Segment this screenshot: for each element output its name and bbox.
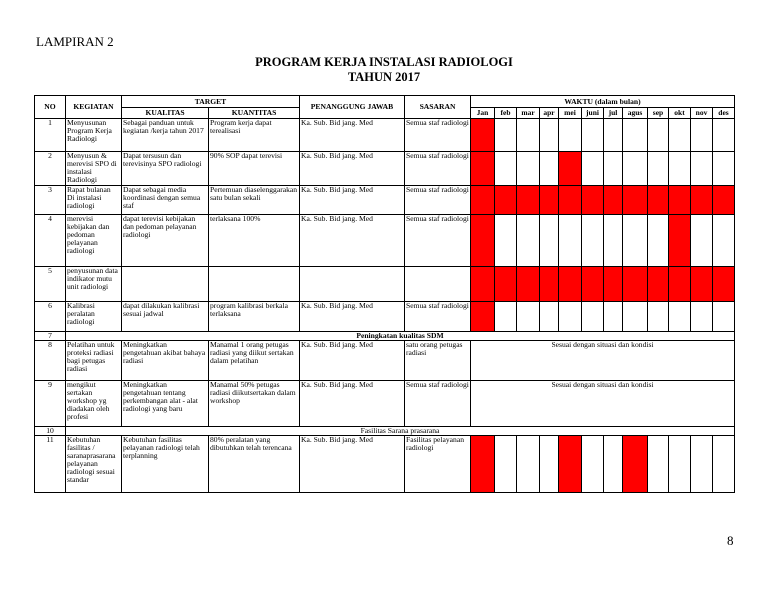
page-number: 8: [727, 533, 734, 548]
month-cell-scheduled: [582, 186, 604, 215]
month-cell-scheduled: [559, 267, 582, 302]
month-cell-scheduled: [604, 186, 623, 215]
month-cell-scheduled: [517, 186, 540, 215]
month-cell: [648, 215, 669, 267]
month-cell-scheduled: [471, 302, 495, 332]
month-cell-scheduled: [713, 186, 735, 215]
table-row: [35, 436, 735, 493]
month-cell: [691, 436, 713, 493]
month-cell-scheduled: [691, 267, 713, 302]
month-cell: [669, 152, 691, 186]
header-target: TARGET: [122, 96, 300, 108]
penanggung-jawab-cell: Ka. Sub. Bid jang. Med: [300, 436, 405, 493]
kuantitas-cell: Pertemuan diaselenggarakan satu bulan sekali: [209, 186, 300, 215]
month-cell: [582, 152, 604, 186]
month-cell: [582, 119, 604, 152]
row-number: 1: [35, 119, 66, 152]
month-cell: [691, 215, 713, 267]
month-cell: [604, 152, 623, 186]
header-no: NO: [35, 96, 66, 119]
month-header: des: [713, 108, 735, 119]
month-cell-scheduled: [540, 186, 559, 215]
month-cell: [540, 436, 559, 493]
kualitas-cell: Kebutuhan fasilitas pelayanan radiologi telah terplanning: [122, 436, 209, 493]
month-cell-scheduled: [495, 267, 517, 302]
month-header: okt: [669, 108, 691, 119]
kuantitas-cell: Manamal 50% petugas radiasi diikutsertakan dalam workshop: [209, 381, 300, 427]
penanggung-jawab-cell: Ka. Sub. Bid jang. Med: [300, 186, 405, 215]
month-cell: [582, 436, 604, 493]
row-number: 9: [35, 381, 66, 427]
penanggung-jawab-cell: Ka. Sub. Bid jang. Med: [300, 152, 405, 186]
month-cell-scheduled: [604, 267, 623, 302]
month-header: mei: [559, 108, 582, 119]
kegiatan-cell: Kalibrasi peralatan radiologi: [66, 302, 122, 332]
month-cell-scheduled: [471, 186, 495, 215]
table-row: [35, 186, 735, 215]
table-row: [35, 152, 735, 186]
month-cell: [669, 302, 691, 332]
kualitas-cell: Dapat sebagai media koordinasi dengan semua staf: [122, 186, 209, 215]
month-cell: [559, 215, 582, 267]
month-cell: [559, 302, 582, 332]
table-row: [35, 341, 735, 381]
kualitas-cell: dapat terevisi kebijakan dan pedoman pelayanan radiologi: [122, 215, 209, 267]
sasaran-cell: Semua staf radiologi: [405, 215, 471, 267]
header-sasaran: SASARAN: [405, 96, 471, 119]
month-cell: [623, 215, 648, 267]
month-cell: [648, 152, 669, 186]
kegiatan-cell: merevisi kebijakan dan pedoman pelayanan radiologi: [66, 215, 122, 267]
month-cell: [669, 119, 691, 152]
month-cell: [691, 119, 713, 152]
kegiatan-cell: penyusunan data indikator mutu unit radiologi: [66, 267, 122, 302]
month-cell-scheduled: [471, 267, 495, 302]
sasaran-cell: Fasilitas pelayanan radiologi: [405, 436, 471, 493]
month-cell: [517, 302, 540, 332]
kuantitas-cell: program kalibrasi berkala terlaksana: [209, 302, 300, 332]
sasaran-cell: satu orang petugas radiasi: [405, 341, 471, 381]
kualitas-cell: [122, 267, 209, 302]
penanggung-jawab-cell: Ka. Sub. Bid jang. Med: [300, 119, 405, 152]
kegiatan-cell: Menyusun & merevisi SPO di instalasi Radiologi: [66, 152, 122, 186]
month-cell-scheduled: [648, 267, 669, 302]
month-cell: [495, 302, 517, 332]
month-cell: [604, 215, 623, 267]
header-penanggung-jawab: PENANGGUNG JAWAB: [300, 96, 405, 119]
month-cell-scheduled: [691, 186, 713, 215]
month-cell-scheduled: [623, 436, 648, 493]
month-cell: [517, 119, 540, 152]
row-number: 3: [35, 186, 66, 215]
kualitas-cell: Meningkatkan pengetahuan akibat bahaya radiasi: [122, 341, 209, 381]
table-row: [35, 215, 735, 267]
month-header: apr: [540, 108, 559, 119]
month-cell: [517, 436, 540, 493]
month-header: sep: [648, 108, 669, 119]
month-header: agus: [623, 108, 648, 119]
kegiatan-cell: Rapat bulanan Di instalasi radiologi: [66, 186, 122, 215]
month-cell-scheduled: [559, 436, 582, 493]
row-number: 4: [35, 215, 66, 267]
sasaran-cell: Semua staf radiologi: [405, 381, 471, 427]
sasaran-cell: Semua staf radiologi: [405, 119, 471, 152]
row-number: 10: [35, 427, 66, 436]
month-cell-scheduled: [471, 436, 495, 493]
kegiatan-cell: Kebutuhan fasilitas / saranaprasarana pelayanan radiologi sesuai standar: [66, 436, 122, 493]
month-cell-scheduled: [559, 152, 582, 186]
penanggung-jawab-cell: Ka. Sub. Bid jang. Med: [300, 381, 405, 427]
month-cell: [691, 152, 713, 186]
lampiran-label: LAMPIRAN 2: [36, 34, 114, 49]
month-cell: [713, 152, 735, 186]
kualitas-cell: dapat dilakukan kalibrasi sesuai jadwal: [122, 302, 209, 332]
sasaran-cell: Semua staf radiologi: [405, 302, 471, 332]
month-cell: [495, 215, 517, 267]
kualitas-cell: Dapat tersusun dan terevisinya SPO radiologi: [122, 152, 209, 186]
month-cell-scheduled: [669, 267, 691, 302]
month-header: feb: [495, 108, 517, 119]
row-number: 8: [35, 341, 66, 381]
sasaran-cell: Semua staf radiologi: [405, 186, 471, 215]
work-program-table: [34, 95, 735, 493]
penanggung-jawab-cell: Ka. Sub. Bid jang. Med: [300, 302, 405, 332]
month-cell-scheduled: [582, 267, 604, 302]
month-cell: [540, 152, 559, 186]
kualitas-cell: Sebagai panduan untuk kegiatan /kerja tahun 2017: [122, 119, 209, 152]
month-cell: [713, 436, 735, 493]
month-cell-scheduled: [471, 152, 495, 186]
month-cell: [669, 436, 691, 493]
kuantitas-cell: terlaksana 100%: [209, 215, 300, 267]
month-cell-scheduled: [648, 186, 669, 215]
month-cell-scheduled: [623, 186, 648, 215]
header-waktu: WAKTU (dalam bulan): [471, 96, 735, 108]
kuantitas-cell: 80% peralatan yang dibutuhkan telah terencana: [209, 436, 300, 493]
month-cell: [495, 436, 517, 493]
table-row: [35, 381, 735, 427]
month-cell: [604, 119, 623, 152]
month-cell: [691, 302, 713, 332]
month-cell: [495, 152, 517, 186]
month-cell: [623, 152, 648, 186]
month-cell-scheduled: [540, 267, 559, 302]
month-cell-scheduled: [623, 267, 648, 302]
month-cell: [648, 119, 669, 152]
waktu-note: Sesuai dengan situasi dan kondisi: [471, 381, 735, 427]
kegiatan-cell: Pelatihan untuk proteksi radiasi bagi petugas radiasi: [66, 341, 122, 381]
month-cell: [648, 302, 669, 332]
month-header: juni: [582, 108, 604, 119]
kegiatan-cell: Menyusunan Program Kerja Radiologi: [66, 119, 122, 152]
penanggung-jawab-cell: Ka. Sub. Bid jang. Med: [300, 341, 405, 381]
kuantitas-cell: Manamal 1 orang petugas radiasi yang diikut sertakan dalam pelatihan: [209, 341, 300, 381]
header-kegiatan: KEGIATAN: [66, 96, 122, 119]
month-header: nov: [691, 108, 713, 119]
month-cell-scheduled: [669, 186, 691, 215]
month-header: mar: [517, 108, 540, 119]
sasaran-cell: [405, 267, 471, 302]
document-title: PROGRAM KERJA INSTALASI RADIOLOGI: [255, 55, 513, 69]
month-cell: [713, 215, 735, 267]
month-cell-scheduled: [559, 186, 582, 215]
section-row: [35, 427, 735, 436]
row-number: 11: [35, 436, 66, 493]
penanggung-jawab-cell: [300, 267, 405, 302]
row-number: 5: [35, 267, 66, 302]
month-cell: [582, 302, 604, 332]
month-cell: [495, 119, 517, 152]
month-header: jul: [604, 108, 623, 119]
month-cell: [582, 215, 604, 267]
document-year: TAHUN 2017: [347, 70, 421, 84]
waktu-note: Sesuai dengan situasi dan kondisi: [471, 341, 735, 381]
table-row: [35, 267, 735, 302]
month-cell: [540, 215, 559, 267]
month-cell: [559, 119, 582, 152]
header-kualitas: KUALITAS: [122, 108, 209, 119]
month-cell-scheduled: [471, 119, 495, 152]
section-label: Peningkatan kualitas SDM: [66, 332, 735, 341]
month-cell: [648, 436, 669, 493]
month-cell-scheduled: [495, 186, 517, 215]
month-header: Jan: [471, 108, 495, 119]
table-row: [35, 119, 735, 152]
month-cell: [623, 302, 648, 332]
header-kuantitas: KUANTITAS: [209, 108, 300, 119]
kegiatan-cell: mengikut sertakan workshop yg diadakan oleh profesi: [66, 381, 122, 427]
penanggung-jawab-cell: Ka. Sub. Bid jang. Med: [300, 215, 405, 267]
kuantitas-cell: Program kerja dapat terealisasi: [209, 119, 300, 152]
month-cell-scheduled: [471, 215, 495, 267]
sasaran-cell: Semua staf radiologi: [405, 152, 471, 186]
kuantitas-cell: 90% SOP dapat terevisi: [209, 152, 300, 186]
month-cell: [540, 119, 559, 152]
month-cell: [604, 436, 623, 493]
month-cell-scheduled: [713, 267, 735, 302]
month-cell: [713, 119, 735, 152]
kuantitas-cell: [209, 267, 300, 302]
row-number: 6: [35, 302, 66, 332]
month-cell: [517, 152, 540, 186]
month-cell-scheduled: [669, 215, 691, 267]
section-row: [35, 332, 735, 341]
row-number: 7: [35, 332, 66, 341]
month-cell: [623, 119, 648, 152]
section-label: Fasilitas Sarana prasarana: [66, 427, 735, 436]
month-cell-scheduled: [517, 267, 540, 302]
row-number: 2: [35, 152, 66, 186]
month-cell: [540, 302, 559, 332]
kualitas-cell: Meningkatkan pengetahuan tentang perkembangan alat - alat radiologi yang baru: [122, 381, 209, 427]
month-cell: [604, 302, 623, 332]
table-row: [35, 302, 735, 332]
month-cell: [517, 215, 540, 267]
month-cell: [713, 302, 735, 332]
